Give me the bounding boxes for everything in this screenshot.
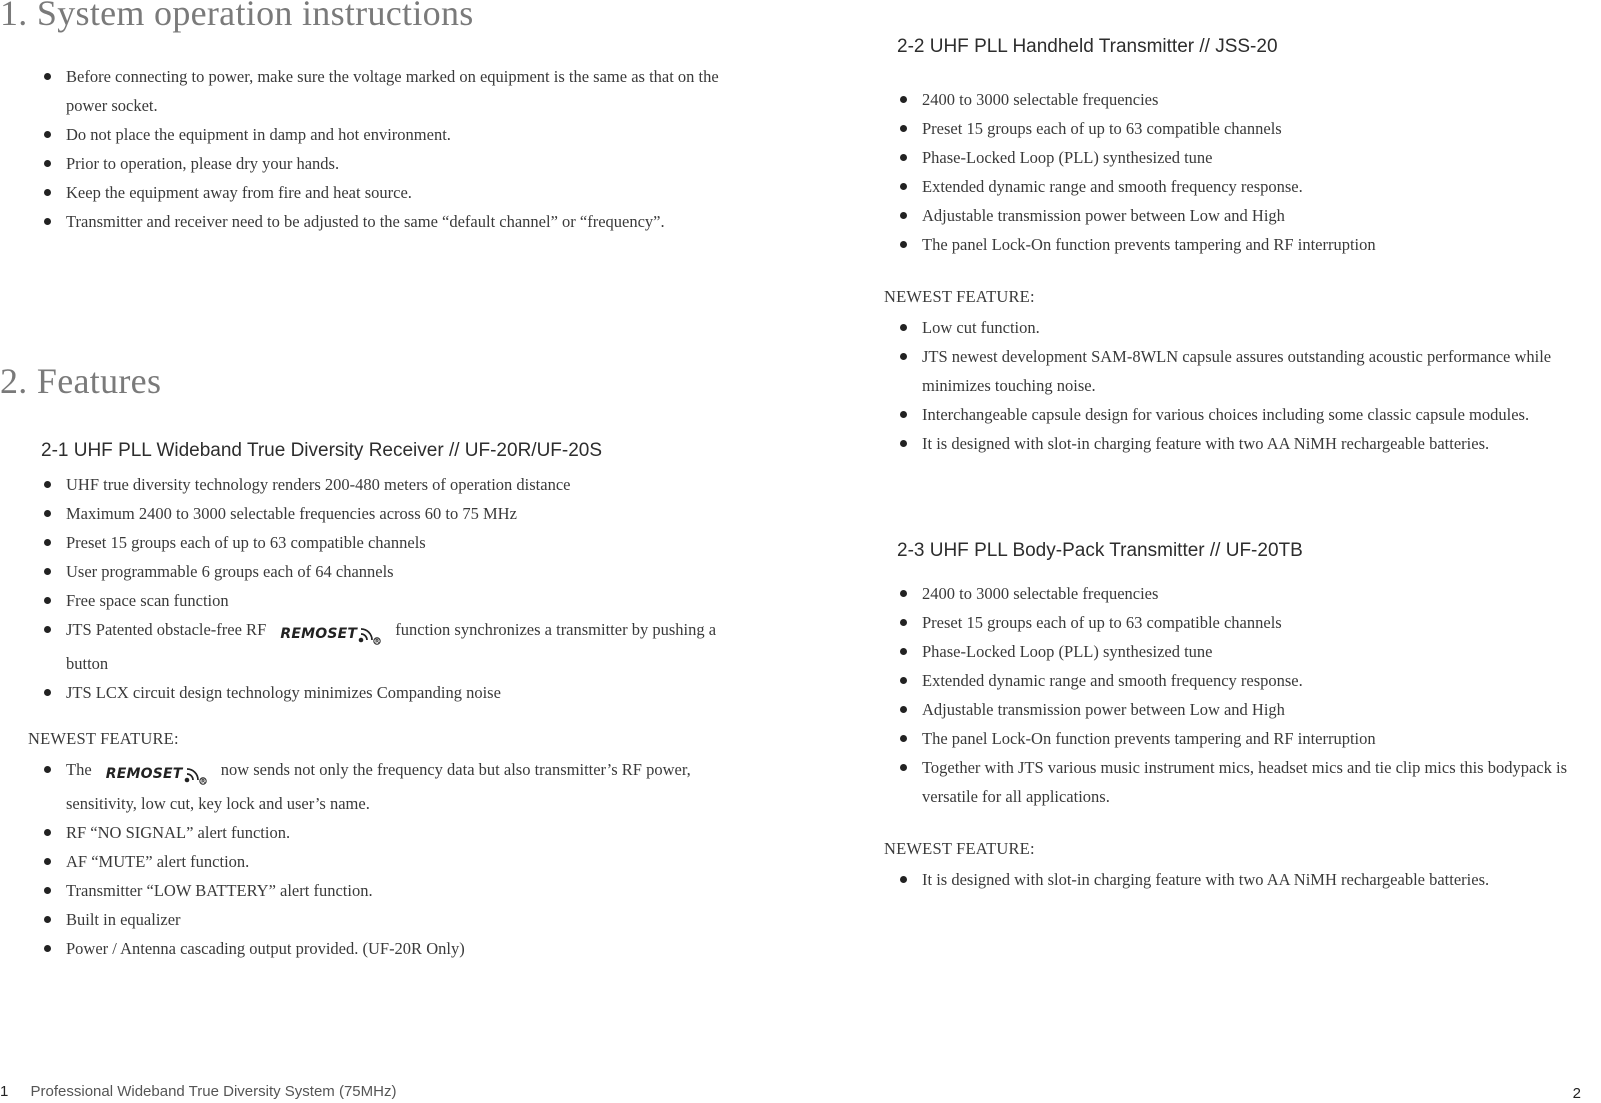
list-item: Low cut function.: [896, 313, 1576, 342]
list-item: Built in equalizer: [40, 905, 700, 934]
list-item: JTS LCX circuit design technology minimizes Companding noise: [40, 678, 730, 707]
handheld-feature-list: [896, 85, 1576, 259]
bodypack-newest-feature-list: [896, 865, 1586, 894]
remoset-logo: [106, 760, 207, 789]
list-item: UHF true diversity technology renders 200-480 meters of operation distance: [40, 470, 730, 499]
list-item: 2400 to 3000 selectable frequencies: [896, 85, 1576, 114]
list-item: Phase-Locked Loop (PLL) synthesized tune: [896, 143, 1576, 172]
list-item: Extended dynamic range and smooth frequency response.: [896, 666, 1586, 695]
item-text: function synchronizes a transmitter by pushing a button: [66, 620, 717, 673]
list-item: It is designed with slot-in charging feature with two AA NiMH rechargeable batteries.: [896, 865, 1586, 894]
list-item: It is designed with slot-in charging feature with two AA NiMH rechargeable batteries.: [896, 429, 1576, 458]
list-item: Transmitter “LOW BATTERY” alert function.: [40, 876, 700, 905]
list-item: Free space scan function: [40, 586, 730, 615]
remoset-wave-icon: [355, 625, 381, 645]
subsection-title-receiver: 2-1 UHF PLL Wideband True Diversity Receiver // UF-20R/UF-20S: [41, 440, 603, 461]
list-item: Transmitter and receiver need to be adjusted to the same “default channel” or “frequency”.: [40, 207, 720, 236]
list-item: Before connecting to power, make sure the voltage marked on equipment is the same as that on the power socket.: [40, 62, 720, 120]
list-item: Preset 15 groups each of up to 63 compatible channels: [896, 114, 1576, 143]
list-item: Preset 15 groups each of up to 63 compatible channels: [896, 608, 1586, 637]
list-item: Phase-Locked Loop (PLL) synthesized tune: [896, 637, 1586, 666]
list-item: Keep the equipment away from fire and heat source.: [40, 178, 720, 207]
list-item: AF “MUTE” alert function.: [40, 847, 700, 876]
system-operation-list: [40, 62, 720, 236]
section-title-features: 2. Features: [0, 361, 162, 401]
remoset-logo: [280, 620, 381, 649]
subsection-title-bodypack: 2-3 UHF PLL Body-Pack Transmitter // UF-20TB: [897, 540, 1303, 561]
list-item-remoset: [40, 755, 700, 818]
section-title-system-operation: 1. System operation instructions: [0, 0, 474, 33]
newest-feature-label-handheld: NEWEST FEATURE:: [884, 287, 1035, 306]
list-item: Adjustable transmission power between Low and High: [896, 695, 1586, 724]
footer: [0, 1083, 396, 1100]
list-item: Maximum 2400 to 3000 selectable frequencies across 60 to 75 MHz: [40, 499, 730, 528]
list-item: 2400 to 3000 selectable frequencies: [896, 579, 1586, 608]
receiver-feature-list: [40, 470, 730, 707]
left-page: [0, 0, 800, 1103]
list-item: The panel Lock-On function prevents tampering and RF interruption: [896, 724, 1586, 753]
item-text: The: [66, 760, 92, 779]
list-item: The panel Lock-On function prevents tampering and RF interruption: [896, 230, 1576, 259]
list-item: Preset 15 groups each of up to 63 compatible channels: [40, 528, 730, 557]
remoset-logo-text: REMOSET: [280, 626, 358, 642]
page-number: 2: [1572, 1085, 1581, 1102]
footer-text: Professional Wideband True Diversity System (75MHz): [30, 1083, 397, 1100]
handheld-newest-feature-list: [896, 313, 1576, 458]
remoset-wave-icon: [181, 765, 207, 785]
list-item: Adjustable transmission power between Low and High: [896, 201, 1576, 230]
list-item: Do not place the equipment in damp and hot environment.: [40, 120, 720, 149]
list-item: Prior to operation, please dry your hands.: [40, 149, 720, 178]
list-item: Extended dynamic range and smooth frequency response.: [896, 172, 1576, 201]
remoset-logo-text: REMOSET: [105, 766, 183, 782]
list-item: RF “NO SIGNAL” alert function.: [40, 818, 700, 847]
page-number: 1: [0, 1083, 9, 1100]
right-page: [800, 0, 1601, 1103]
subsection-title-handheld: 2-2 UHF PLL Handheld Transmitter // JSS-20: [897, 36, 1278, 57]
list-item: User programmable 6 groups each of 64 channels: [40, 557, 730, 586]
item-text: now sends not only the frequency data but also transmitter’s RF power, sensitivity, low cut, key lock and user’s name.: [66, 760, 691, 813]
list-item: Interchangeable capsule design for various choices including some classic capsule modules.: [896, 400, 1576, 429]
receiver-newest-feature-list: [40, 755, 700, 963]
newest-feature-label-receiver: NEWEST FEATURE:: [28, 729, 179, 748]
list-item: JTS newest development SAM-8WLN capsule assures outstanding acoustic performance while minimizes touching noise.: [896, 342, 1576, 400]
item-text: JTS Patented obstacle-free RF: [66, 620, 267, 639]
bodypack-feature-list: [896, 579, 1586, 811]
list-item: Power / Antenna cascading output provided. (UF-20R Only): [40, 934, 700, 963]
list-item-remoset: [40, 615, 730, 678]
list-item: Together with JTS various music instrument mics, headset mics and tie clip mics this bodypack is versatile for all applications.: [896, 753, 1586, 811]
newest-feature-label-bodypack: NEWEST FEATURE:: [884, 839, 1035, 858]
